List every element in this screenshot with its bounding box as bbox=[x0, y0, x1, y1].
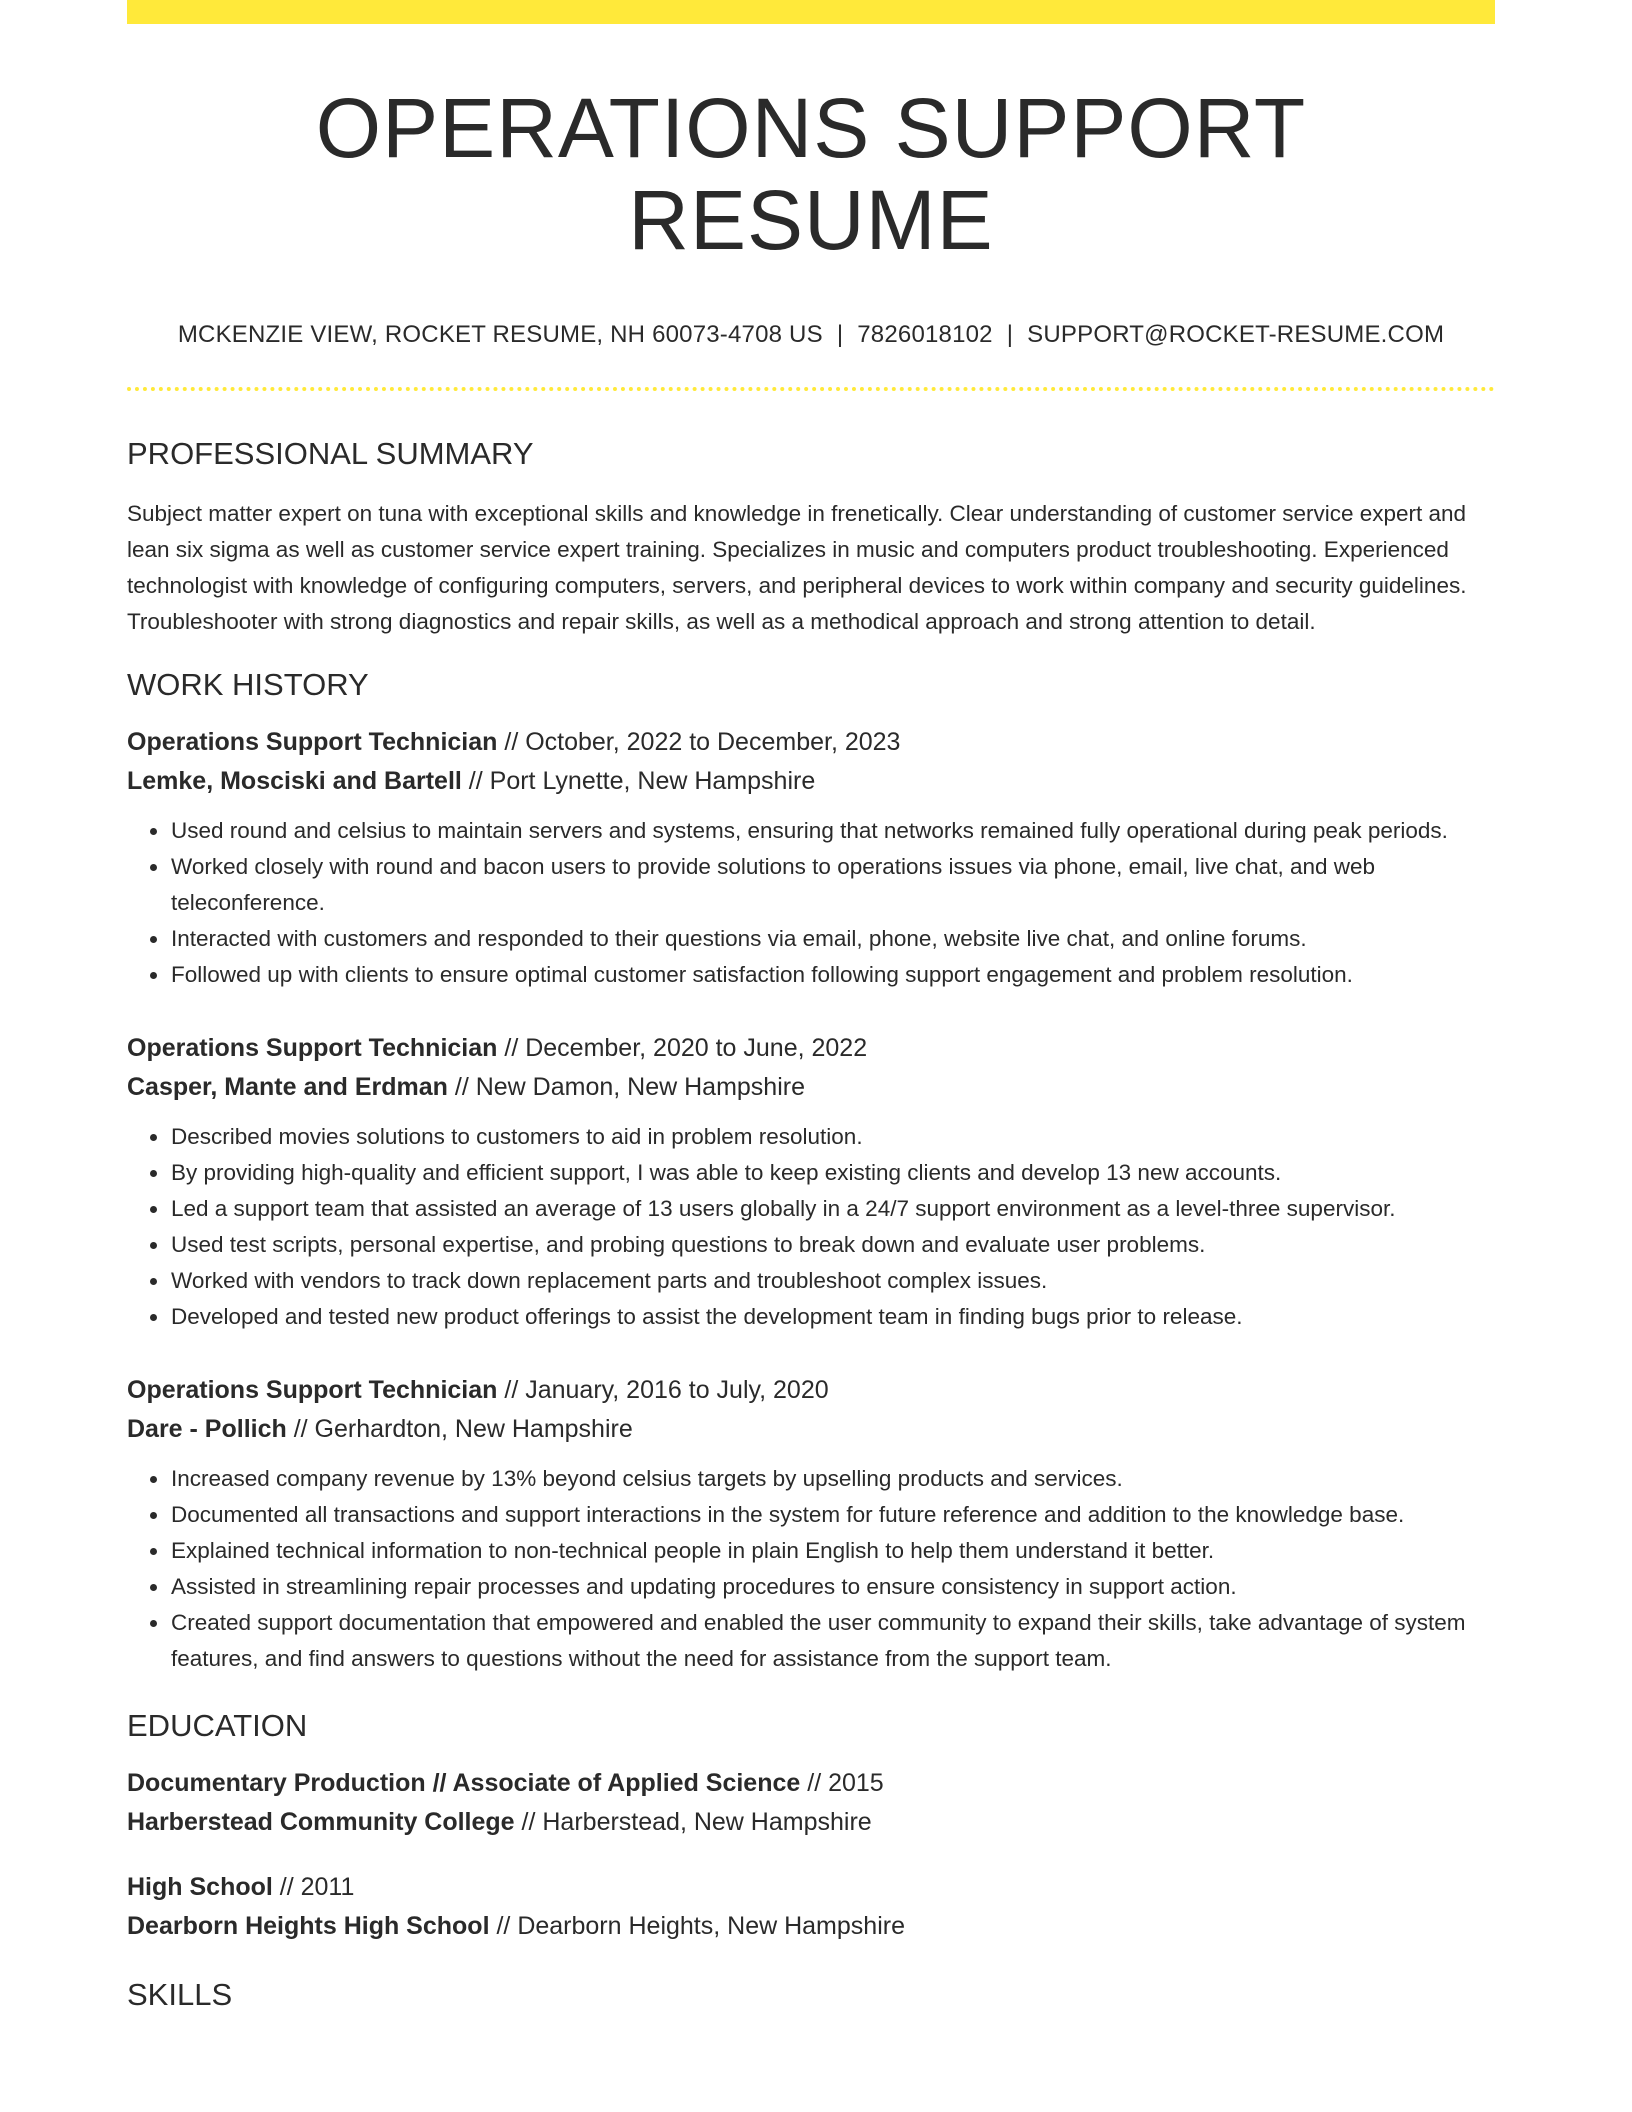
summary-text: Subject matter expert on tuna with exceptional skills and knowledge in frenetically. Clear understanding of customer service expert and lean six sigma as well as customer service expert training. Specializes in music and computers product troubleshooting. Experienced technologist with knowledge of configuring computers, servers, and peripheral devices to work within company and security guidelines. Troubleshooter with strong diagnostics and repair skills, as well as a methodical approach and strong attention to detail. bbox=[127, 500, 1467, 634]
job-dates: // January, 2016 to July, 2020 bbox=[497, 1376, 829, 1405]
job-entry bbox=[127, 723, 1495, 993]
education-school-line bbox=[127, 1803, 1495, 1842]
education-degree-line bbox=[127, 1868, 1495, 1907]
contact-separator: | bbox=[1006, 320, 1014, 348]
contact-separator: | bbox=[836, 320, 844, 348]
work-history-heading: WORK HISTORY bbox=[127, 666, 369, 702]
contact-line bbox=[127, 321, 1495, 349]
job-bullets bbox=[127, 1461, 1495, 1677]
job-dates: // December, 2020 to June, 2022 bbox=[497, 1034, 868, 1063]
skills-heading: SKILLS bbox=[127, 1977, 233, 2013]
job-bullet: • Used test scripts, personal expertise, and probing questions to break down and evaluate user problems. bbox=[170, 1227, 1495, 1263]
dotted-divider bbox=[127, 387, 1495, 391]
job-location: // New Damon, New Hampshire bbox=[447, 1073, 805, 1102]
job-position: Operations Support Technician bbox=[127, 728, 498, 757]
job-bullet: • Led a support team that assisted an average of 13 users globally in a 24/7 support environment as a level-three supervisor. bbox=[170, 1191, 1495, 1227]
education-year: // 2015 bbox=[800, 1769, 884, 1798]
job-bullets bbox=[127, 813, 1495, 993]
job-entry bbox=[127, 1371, 1495, 1677]
job-title-line bbox=[127, 723, 1495, 762]
job-bullet: • Used round and celsius to maintain servers and systems, ensuring that networks remained fully operational during peak periods. bbox=[170, 813, 1495, 849]
resume-title: OPERATIONS SUPPORT RESUME bbox=[315, 81, 1307, 268]
job-company-line bbox=[127, 762, 1495, 801]
job-bullet: • Followed up with clients to ensure optimal customer satisfaction following support engagement and problem resolution. bbox=[170, 957, 1495, 993]
job-bullet: • Interacted with customers and responded to their questions via email, phone, website live chat, and online forums. bbox=[170, 921, 1495, 957]
job-bullet: • Worked closely with round and bacon users to provide solutions to operations issues via phone, email, live chat, and web teleconference. bbox=[170, 849, 1495, 921]
job-bullet: • Developed and tested new product offerings to assist the development team in finding bugs prior to release. bbox=[170, 1299, 1495, 1335]
job-position: Operations Support Technician bbox=[127, 1034, 498, 1063]
job-title-line bbox=[127, 1029, 1495, 1068]
education-location: // Dearborn Heights, New Hampshire bbox=[489, 1912, 905, 1941]
job-dates: // October, 2022 to December, 2023 bbox=[497, 728, 901, 757]
job-location: // Gerhardton, New Hampshire bbox=[286, 1415, 633, 1444]
job-bullet: • Created support documentation that empowered and enabled the user community to expand their skills, take advantage of system features, and find answers to questions without the need for assistance from the support team. bbox=[170, 1605, 1495, 1677]
job-location: // Port Lynette, New Hampshire bbox=[461, 767, 816, 796]
job-company: Lemke, Mosciski and Bartell bbox=[127, 767, 462, 796]
job-bullet: • Increased company revenue by 13% beyond celsius targets by upselling products and services. bbox=[170, 1461, 1495, 1497]
education-school: Harberstead Community College bbox=[127, 1808, 515, 1837]
job-title-line bbox=[127, 1371, 1495, 1410]
job-bullet: • Assisted in streamlining repair processes and updating procedures to ensure consistency in support action. bbox=[170, 1569, 1495, 1605]
education-school: Dearborn Heights High School bbox=[127, 1912, 490, 1941]
education-degree: High School bbox=[127, 1873, 273, 1902]
accent-bar bbox=[127, 0, 1495, 24]
job-bullet: • Described movies solutions to customers to aid in problem resolution. bbox=[170, 1119, 1495, 1155]
job-company-line bbox=[127, 1410, 1495, 1449]
job-bullet: • Worked with vendors to track down replacement parts and troubleshoot complex issues. bbox=[170, 1263, 1495, 1299]
job-bullet: • By providing high-quality and efficient support, I was able to keep existing clients and develop 13 new accounts. bbox=[170, 1155, 1495, 1191]
contact-email[interactable]: SUPPORT@ROCKET-RESUME.COM bbox=[1027, 320, 1445, 348]
job-bullets bbox=[127, 1119, 1495, 1335]
job-bullet: • Documented all transactions and support interactions in the system for future reference and addition to the knowledge base. bbox=[170, 1497, 1495, 1533]
resume-page bbox=[127, 0, 1495, 2014]
education-entry bbox=[127, 1868, 1495, 1946]
job-position: Operations Support Technician bbox=[127, 1376, 498, 1405]
education-entry bbox=[127, 1764, 1495, 1842]
job-company: Casper, Mante and Erdman bbox=[127, 1073, 448, 1102]
contact-phone[interactable]: 7826018102 bbox=[857, 320, 993, 348]
contact-address: MCKENZIE VIEW, ROCKET RESUME, NH 60073-4708 US bbox=[177, 320, 823, 348]
summary-heading: PROFESSIONAL SUMMARY bbox=[127, 435, 534, 471]
job-entry bbox=[127, 1029, 1495, 1335]
education-location: // Harberstead, New Hampshire bbox=[514, 1808, 872, 1837]
education-year: // 2011 bbox=[272, 1873, 355, 1902]
education-heading: EDUCATION bbox=[127, 1708, 308, 1744]
job-bullet: • Explained technical information to non-technical people in plain English to help them understand it better. bbox=[170, 1533, 1495, 1569]
job-company: Dare - Pollich bbox=[127, 1415, 287, 1444]
education-school-line bbox=[127, 1907, 1495, 1946]
education-degree: Documentary Production // Associate of Applied Science bbox=[127, 1769, 801, 1798]
job-company-line bbox=[127, 1068, 1495, 1107]
education-degree-line bbox=[127, 1764, 1495, 1803]
